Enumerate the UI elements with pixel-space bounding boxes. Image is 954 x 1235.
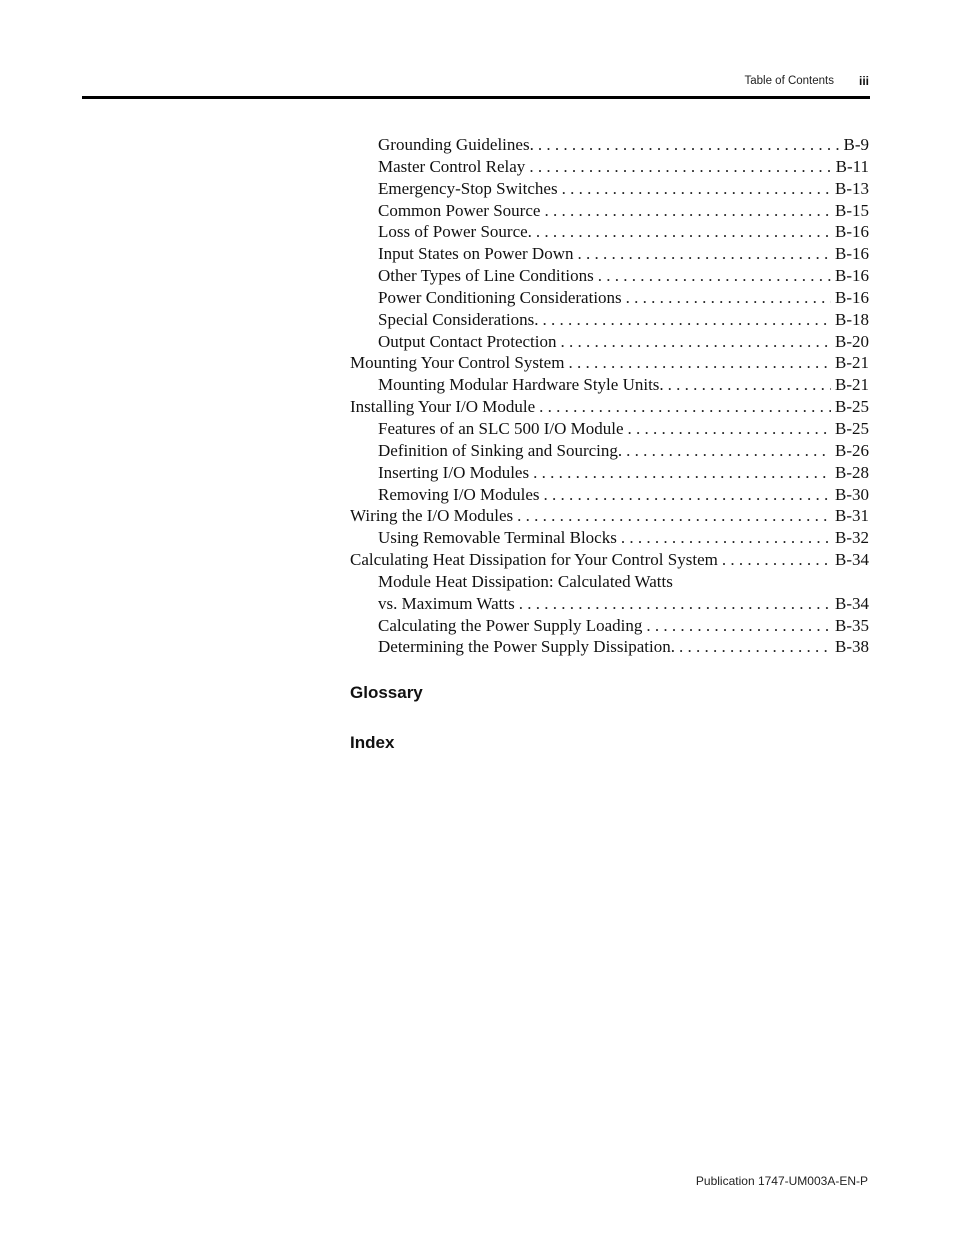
toc-dot-leader bbox=[544, 200, 831, 222]
toc-entry[interactable] bbox=[350, 418, 869, 440]
toc-entry-page: B-32 bbox=[835, 528, 869, 548]
toc-entry-page: B-15 bbox=[835, 200, 869, 220]
toc-entry-page: B-31 bbox=[835, 506, 869, 526]
toc-entry-page: B-11 bbox=[835, 156, 869, 176]
toc-entry[interactable] bbox=[350, 527, 869, 549]
toc-dot-leader bbox=[517, 505, 831, 527]
toc-entry-page: B-16 bbox=[835, 222, 869, 242]
toc-dot-leader bbox=[536, 221, 831, 243]
toc-entry[interactable] bbox=[350, 440, 869, 462]
toc-entry-title: Other Types of Line Conditions bbox=[378, 266, 594, 286]
toc-dot-leader bbox=[519, 593, 831, 615]
toc-entry[interactable] bbox=[350, 484, 869, 506]
toc-entry-page: B-34 bbox=[835, 593, 869, 613]
toc-entry-page: B-16 bbox=[835, 266, 869, 286]
toc-dot-leader bbox=[544, 484, 832, 506]
toc-entry-page: B-21 bbox=[835, 353, 869, 373]
toc-entry[interactable] bbox=[350, 374, 869, 396]
toc-entry-title: Calculating the Power Supply Loading bbox=[378, 615, 643, 635]
toc-entry-title: Grounding Guidelines. bbox=[378, 135, 534, 154]
toc-dot-leader bbox=[539, 396, 831, 418]
toc-entry[interactable] bbox=[350, 615, 869, 637]
toc-entry[interactable] bbox=[350, 396, 869, 418]
toc-entry-page: B-26 bbox=[835, 440, 869, 460]
toc-entry-title: Common Power Source bbox=[378, 200, 541, 220]
toc-entry-title: Using Removable Terminal Blocks bbox=[378, 528, 617, 548]
toc-entry-title: Determining the Power Supply Dissipation. bbox=[378, 637, 676, 657]
toc-entry-page: B-20 bbox=[835, 331, 869, 351]
toc-entry-page: B-30 bbox=[835, 484, 869, 504]
toc-entry[interactable] bbox=[350, 178, 869, 200]
toc-dot-leader bbox=[598, 265, 831, 287]
toc-entry[interactable] bbox=[350, 156, 869, 178]
toc-entry-title: Definition of Sinking and Sourcing. bbox=[378, 440, 623, 460]
toc-entry-title: vs. Maximum Watts bbox=[378, 593, 515, 613]
header-page-number: iii bbox=[858, 74, 869, 88]
toc-entry-page: B-25 bbox=[835, 418, 869, 438]
toc-entry[interactable] bbox=[350, 221, 869, 243]
header-title: Table of Contents bbox=[744, 75, 834, 87]
toc-dot-leader bbox=[668, 374, 831, 396]
toc-entry-title: Features of an SLC 500 I/O Module bbox=[378, 418, 624, 438]
toc-entry-page: B-16 bbox=[835, 244, 869, 264]
glossary-heading[interactable]: Glossary bbox=[350, 683, 423, 702]
toc-dot-leader bbox=[538, 134, 840, 156]
toc-entry[interactable] bbox=[350, 571, 869, 593]
page-header bbox=[82, 72, 870, 99]
toc-dot-leader bbox=[577, 243, 831, 265]
toc-entry-title: Calculating Heat Dissipation for Your Control System bbox=[350, 550, 718, 570]
toc-dot-leader bbox=[529, 156, 831, 178]
toc-entry-page: B-16 bbox=[835, 287, 869, 307]
toc-dot-leader bbox=[533, 462, 831, 484]
index-heading[interactable]: Index bbox=[350, 733, 395, 752]
toc-entry-title: Special Considerations. bbox=[378, 309, 539, 329]
toc-entry[interactable] bbox=[350, 134, 869, 156]
toc-dot-leader bbox=[562, 178, 831, 200]
publication-number: Publication 1747-UM003A-EN-P bbox=[695, 1174, 868, 1188]
toc-entry-title: Mounting Your Control System bbox=[350, 353, 565, 373]
toc-dot-leader bbox=[568, 352, 831, 374]
toc-dot-leader bbox=[626, 440, 831, 462]
toc-dot-leader bbox=[679, 636, 831, 658]
toc-entry-page: B-25 bbox=[835, 397, 869, 417]
toc-entry-title: Module Heat Dissipation: Calculated Watts bbox=[378, 571, 673, 591]
toc-entry-title: Removing I/O Modules bbox=[378, 484, 540, 504]
toc-entry[interactable] bbox=[350, 462, 869, 484]
toc-entry-page: B-38 bbox=[835, 637, 869, 657]
toc-entry-title: Emergency-Stop Switches bbox=[378, 178, 558, 198]
toc-entry-title: Input States on Power Down bbox=[378, 244, 574, 264]
toc-entry-title: Master Control Relay bbox=[378, 156, 526, 176]
toc-entry[interactable] bbox=[350, 352, 869, 374]
toc-entry[interactable] bbox=[350, 200, 869, 222]
toc-dot-leader bbox=[722, 549, 831, 571]
toc-entry[interactable] bbox=[350, 636, 869, 658]
toc-entry-title: Wiring the I/O Modules bbox=[350, 506, 514, 526]
table-of-contents bbox=[350, 134, 869, 658]
toc-entry[interactable] bbox=[350, 309, 869, 331]
toc-dot-leader bbox=[628, 418, 831, 440]
toc-entry-page: B-34 bbox=[835, 550, 869, 570]
toc-entry[interactable] bbox=[350, 287, 869, 309]
toc-entry[interactable] bbox=[350, 505, 869, 527]
toc-dot-leader bbox=[560, 331, 831, 353]
toc-entry[interactable] bbox=[350, 593, 869, 615]
toc-dot-leader bbox=[626, 287, 831, 309]
toc-entry-page: B-18 bbox=[835, 309, 869, 329]
toc-dot-leader bbox=[646, 615, 831, 637]
toc-entry[interactable] bbox=[350, 331, 869, 353]
toc-entry[interactable] bbox=[350, 549, 869, 571]
toc-entry-title: Power Conditioning Considerations bbox=[378, 287, 622, 307]
toc-entry-title: Inserting I/O Modules bbox=[378, 462, 530, 482]
toc-entry[interactable] bbox=[350, 265, 869, 287]
toc-entry-title: Mounting Modular Hardware Style Units. bbox=[378, 375, 664, 395]
toc-entry-page: B-35 bbox=[835, 615, 869, 635]
toc-entry-page: B-9 bbox=[843, 135, 869, 154]
toc-entry-title: Loss of Power Source. bbox=[378, 222, 532, 242]
toc-entry-page: B-13 bbox=[835, 178, 869, 198]
toc-dot-leader bbox=[621, 527, 831, 549]
toc-entry-page: B-28 bbox=[835, 462, 869, 482]
toc-entry-title: Installing Your I/O Module bbox=[350, 397, 536, 417]
toc-entry[interactable] bbox=[350, 243, 869, 265]
toc-dot-leader bbox=[543, 309, 831, 331]
toc-entry-title: Output Contact Protection bbox=[378, 331, 557, 351]
toc-entry-page: B-21 bbox=[835, 375, 869, 395]
